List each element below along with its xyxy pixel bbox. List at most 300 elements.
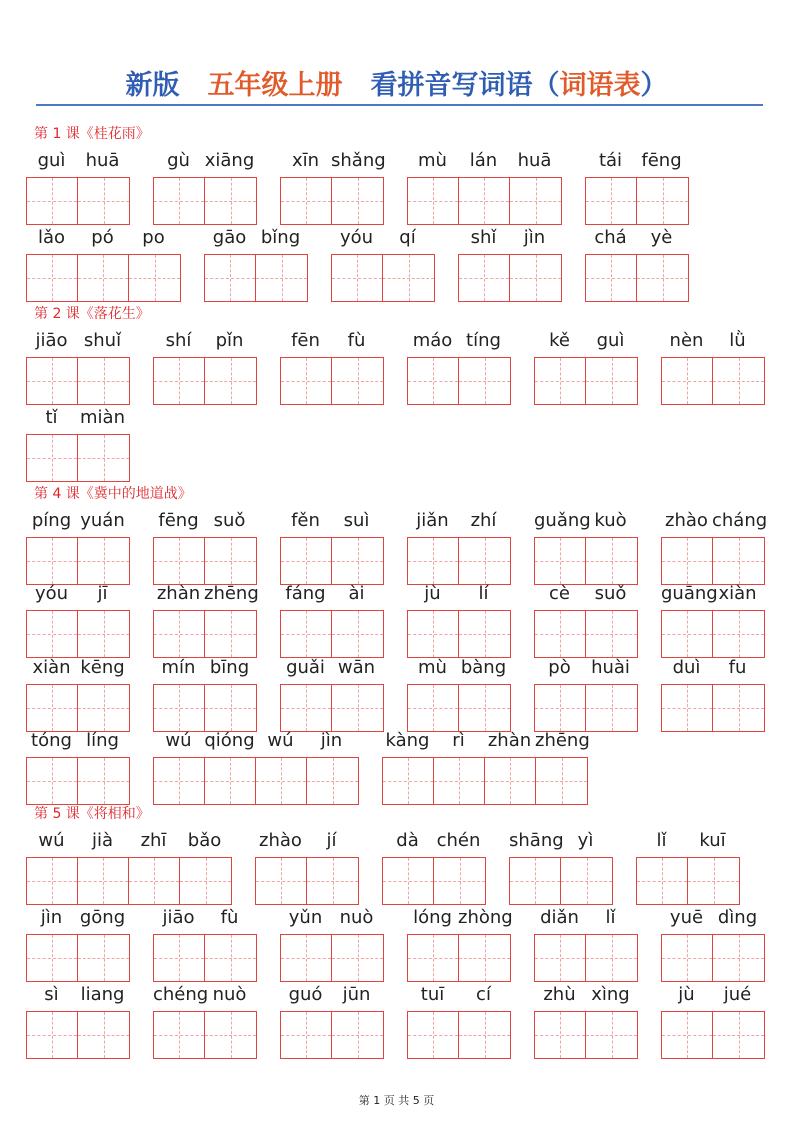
writing-cell[interactable] [535, 935, 586, 981]
pinyin-line [280, 510, 382, 532]
tianzige-boxes [509, 857, 613, 905]
pinyin-syllable: suì [343, 510, 370, 531]
tianzige-boxes [255, 857, 359, 905]
writing-cell[interactable] [713, 358, 764, 404]
pinyin-syllable: lǎo [37, 227, 66, 248]
tianzige-boxes [407, 357, 511, 405]
tianzige-boxes [153, 757, 359, 805]
writing-cell[interactable] [78, 178, 129, 224]
pinyin-line [204, 227, 306, 249]
writing-cell[interactable] [281, 935, 332, 981]
writing-cell[interactable] [383, 858, 434, 904]
pinyin-syllable: liang [80, 984, 125, 1005]
writing-cell[interactable] [713, 935, 764, 981]
writing-cell[interactable] [586, 611, 637, 657]
pinyin-line [26, 583, 128, 605]
tianzige-boxes [382, 757, 588, 805]
pinyin-line [661, 510, 768, 532]
writing-cell[interactable] [281, 358, 332, 404]
pinyin-syllable: lóng [413, 907, 452, 928]
writing-cell[interactable] [154, 935, 205, 981]
pinyin-line [26, 407, 128, 429]
page-title [0, 64, 793, 108]
pinyin-line [280, 657, 382, 679]
tianzige-boxes [534, 934, 638, 982]
writing-cell[interactable] [586, 255, 637, 301]
pinyin-syllable: fáng [285, 583, 326, 604]
writing-cell[interactable] [535, 611, 586, 657]
writing-cell[interactable] [688, 858, 739, 904]
writing-cell[interactable] [713, 1012, 764, 1058]
pinyin-syllable: kuò [594, 510, 627, 531]
writing-cell[interactable] [662, 538, 713, 584]
writing-cell[interactable] [281, 538, 332, 584]
writing-cell[interactable] [205, 935, 256, 981]
pinyin-syllable: chén [436, 830, 481, 851]
lesson-heading: 第 2 课《落花生》 [34, 306, 150, 322]
pinyin-syllable: nuò [339, 907, 374, 928]
writing-cell[interactable] [307, 858, 358, 904]
pinyin-syllable: xiàn [718, 583, 757, 604]
writing-cell[interactable] [536, 758, 587, 804]
writing-cell[interactable] [383, 758, 434, 804]
tianzige-boxes [585, 177, 689, 225]
writing-cell[interactable] [332, 358, 383, 404]
title-paren-close: ） [640, 70, 668, 101]
tianzige-boxes [661, 684, 765, 732]
pinyin-syllable: jī [97, 583, 108, 604]
writing-cell[interactable] [27, 358, 78, 404]
writing-cell[interactable] [535, 358, 586, 404]
pinyin-syllable: guǎng [534, 510, 591, 531]
pinyin-syllable: sì [44, 984, 59, 1005]
pinyin-syllable: rì [452, 730, 465, 751]
pinyin-syllable: shǎng [331, 150, 386, 171]
tianzige-boxes [26, 537, 130, 585]
writing-cell[interactable] [408, 178, 459, 224]
writing-cell[interactable] [205, 358, 256, 404]
pinyin-line [153, 330, 255, 352]
writing-cell[interactable] [662, 935, 713, 981]
pinyin-syllable: ài [348, 583, 365, 604]
writing-cell[interactable] [129, 255, 180, 301]
pinyin-syllable: jìn [40, 907, 63, 928]
writing-cell[interactable] [205, 611, 256, 657]
writing-cell[interactable] [459, 935, 510, 981]
pinyin-syllable: gāo [212, 227, 247, 248]
writing-cell[interactable] [662, 358, 713, 404]
writing-cell[interactable] [27, 758, 78, 804]
pinyin-syllable: qí [399, 227, 416, 248]
writing-cell[interactable] [205, 178, 256, 224]
pinyin-line [382, 730, 590, 752]
writing-cell[interactable] [180, 858, 231, 904]
pinyin-syllable: zhào [259, 830, 302, 851]
title-edition: 新版 [125, 70, 180, 101]
lesson-heading: 第 5 课《将相和》 [34, 806, 150, 822]
tianzige-boxes [26, 434, 130, 482]
pinyin-syllable: máo [412, 330, 453, 351]
writing-cell[interactable] [434, 858, 485, 904]
tianzige-boxes [280, 357, 384, 405]
tianzige-boxes [204, 254, 308, 302]
pinyin-syllable: fēng [158, 510, 199, 531]
pinyin-line [534, 583, 636, 605]
pinyin-syllable: tuī [420, 984, 445, 1005]
tianzige-boxes [280, 1011, 384, 1059]
tianzige-boxes [458, 254, 562, 302]
tianzige-boxes [153, 684, 257, 732]
tianzige-boxes [26, 177, 130, 225]
tianzige-boxes [661, 610, 765, 658]
writing-cell[interactable] [459, 358, 510, 404]
lesson-heading: 第 4 课《冀中的地道战》 [34, 486, 192, 502]
writing-cell[interactable] [154, 358, 205, 404]
writing-cell[interactable] [154, 611, 205, 657]
pinyin-syllable: jūn [342, 984, 371, 1005]
tianzige-boxes [407, 610, 511, 658]
writing-cell[interactable] [586, 685, 637, 731]
writing-cell[interactable] [383, 255, 434, 301]
tianzige-boxes [534, 610, 638, 658]
writing-cell[interactable] [27, 685, 78, 731]
pinyin-line [26, 510, 128, 532]
writing-cell[interactable] [281, 611, 332, 657]
writing-cell[interactable] [154, 685, 205, 731]
pinyin-syllable: yì [577, 830, 594, 851]
writing-cell[interactable] [408, 935, 459, 981]
tianzige-boxes [661, 357, 765, 405]
writing-cell[interactable] [586, 178, 637, 224]
title-grade: 五年级上册 [207, 70, 343, 101]
writing-cell[interactable] [78, 538, 129, 584]
writing-cell[interactable] [535, 538, 586, 584]
writing-cell[interactable] [510, 858, 561, 904]
pinyin-syllable: wú [267, 730, 294, 751]
pinyin-syllable: lǐ [605, 907, 616, 928]
writing-cell[interactable] [459, 1012, 510, 1058]
writing-cell[interactable] [205, 685, 256, 731]
pinyin-line [509, 830, 611, 852]
pinyin-syllable: lǜ [729, 330, 746, 351]
writing-cell[interactable] [205, 758, 256, 804]
pinyin-line [280, 907, 382, 929]
writing-cell[interactable] [332, 611, 383, 657]
pinyin-syllable: xīn [291, 150, 320, 171]
pinyin-line [26, 730, 128, 752]
pinyin-syllable: yuán [80, 510, 125, 531]
writing-cell[interactable] [408, 538, 459, 584]
pinyin-syllable: huài [591, 657, 630, 678]
pinyin-line [153, 657, 255, 679]
pinyin-line [661, 984, 763, 1006]
writing-cell[interactable] [27, 611, 78, 657]
tianzige-boxes [585, 254, 689, 302]
writing-cell[interactable] [307, 758, 358, 804]
writing-cell[interactable] [408, 1012, 459, 1058]
writing-cell[interactable] [27, 538, 78, 584]
pinyin-syllable: jiāo [35, 330, 68, 351]
pinyin-syllable: pò [548, 657, 571, 678]
writing-cell[interactable] [78, 935, 129, 981]
pinyin-syllable: fēn [291, 330, 320, 351]
writing-cell[interactable] [332, 1012, 383, 1058]
writing-cell[interactable] [78, 255, 129, 301]
writing-cell[interactable] [78, 358, 129, 404]
writing-cell[interactable] [586, 1012, 637, 1058]
writing-cell[interactable] [256, 255, 307, 301]
writing-cell[interactable] [27, 935, 78, 981]
writing-cell[interactable] [586, 538, 637, 584]
writing-cell[interactable] [713, 685, 764, 731]
pinyin-syllable: gōng [79, 907, 126, 928]
writing-cell[interactable] [713, 611, 764, 657]
tianzige-boxes [153, 537, 257, 585]
pinyin-syllable: xiàn [32, 657, 71, 678]
pinyin-syllable: jù [678, 984, 695, 1005]
writing-cell[interactable] [256, 758, 307, 804]
writing-cell[interactable] [637, 858, 688, 904]
pinyin-syllable: lǐ [656, 830, 667, 851]
pinyin-syllable: fēng [641, 150, 682, 171]
pinyin-line [26, 984, 128, 1006]
writing-cell[interactable] [78, 858, 129, 904]
tianzige-boxes [534, 357, 638, 405]
writing-cell[interactable] [332, 178, 383, 224]
pinyin-syllable: guì [596, 330, 625, 351]
tianzige-boxes [26, 934, 130, 982]
writing-cell[interactable] [535, 1012, 586, 1058]
writing-cell[interactable] [637, 178, 688, 224]
pinyin-line [636, 830, 738, 852]
pinyin-syllable: dìng [717, 907, 758, 928]
writing-cell[interactable] [408, 685, 459, 731]
pinyin-syllable: chá [594, 227, 627, 248]
tianzige-boxes [280, 610, 384, 658]
tianzige-boxes [26, 684, 130, 732]
tianzige-boxes [153, 177, 257, 225]
title-subtitle: 词语表 [559, 70, 641, 101]
pinyin-line [407, 907, 513, 929]
writing-cell[interactable] [27, 178, 78, 224]
pinyin-syllable: tǐ [45, 407, 58, 428]
pinyin-line [661, 583, 763, 605]
writing-cell[interactable] [78, 611, 129, 657]
pinyin-syllable: guó [288, 984, 323, 1005]
writing-cell[interactable] [662, 611, 713, 657]
writing-cell[interactable] [78, 685, 129, 731]
pinyin-syllable: xìng [591, 984, 630, 1005]
pinyin-syllable: xiāng [204, 150, 255, 171]
pinyin-syllable: gù [167, 150, 190, 171]
pinyin-syllable: mù [418, 657, 447, 678]
pinyin-syllable: cè [549, 583, 570, 604]
writing-cell[interactable] [662, 685, 713, 731]
pinyin-line [534, 510, 636, 532]
pinyin-syllable: bàng [460, 657, 507, 678]
writing-cell[interactable] [662, 1012, 713, 1058]
pinyin-syllable: jiāo [162, 907, 195, 928]
pinyin-syllable: guāng [661, 583, 718, 604]
writing-cell[interactable] [154, 178, 205, 224]
pinyin-syllable: cháng [712, 510, 768, 531]
pinyin-line [280, 150, 386, 172]
pinyin-syllable: po [142, 227, 165, 248]
pinyin-syllable: yóu [339, 227, 374, 248]
tianzige-boxes [280, 684, 384, 732]
pinyin-line [407, 510, 509, 532]
writing-cell[interactable] [408, 611, 459, 657]
pinyin-syllable: tíng [466, 330, 501, 351]
writing-cell[interactable] [434, 758, 485, 804]
pinyin-syllable: kě [549, 330, 570, 351]
writing-cell[interactable] [510, 255, 561, 301]
pinyin-syllable: bīng [209, 657, 250, 678]
pinyin-syllable: guì [37, 150, 66, 171]
pinyin-line [382, 830, 484, 852]
writing-cell[interactable] [459, 178, 510, 224]
pinyin-syllable: nèn [669, 330, 704, 351]
pinyin-syllable: wú [38, 830, 65, 851]
writing-cell[interactable] [713, 538, 764, 584]
pinyin-syllable: nuò [212, 984, 247, 1005]
pinyin-line [153, 730, 357, 752]
writing-cell[interactable] [332, 935, 383, 981]
pinyin-syllable: shuǐ [83, 330, 122, 351]
writing-cell[interactable] [129, 858, 180, 904]
tianzige-boxes [534, 1011, 638, 1059]
pinyin-syllable: zhī [140, 830, 167, 851]
writing-cell[interactable] [281, 178, 332, 224]
pinyin-syllable: zhòng [458, 907, 513, 928]
writing-cell[interactable] [637, 255, 688, 301]
pinyin-syllable: píng [31, 510, 72, 531]
pinyin-syllable: shǐ [470, 227, 497, 248]
writing-cell[interactable] [27, 858, 78, 904]
pinyin-syllable: zhēng [204, 583, 259, 604]
writing-cell[interactable] [459, 685, 510, 731]
tianzige-boxes [153, 610, 257, 658]
writing-cell[interactable] [154, 758, 205, 804]
writing-cell[interactable] [408, 358, 459, 404]
tianzige-boxes [153, 934, 257, 982]
tianzige-boxes [407, 177, 562, 225]
writing-cell[interactable] [535, 685, 586, 731]
pinyin-syllable: diǎn [540, 907, 579, 928]
pinyin-syllable: bǎo [187, 830, 222, 851]
writing-cell[interactable] [78, 435, 129, 481]
writing-cell[interactable] [154, 538, 205, 584]
pinyin-syllable: qióng [204, 730, 255, 751]
tianzige-boxes [280, 934, 384, 982]
tianzige-boxes [407, 537, 511, 585]
pinyin-line [26, 907, 128, 929]
pinyin-line [534, 907, 636, 929]
pinyin-line [585, 150, 687, 172]
pinyin-line [585, 227, 687, 249]
writing-cell[interactable] [27, 1012, 78, 1058]
writing-cell[interactable] [561, 858, 612, 904]
writing-cell[interactable] [205, 255, 256, 301]
writing-cell[interactable] [27, 435, 78, 481]
pinyin-syllable: jìn [320, 730, 343, 751]
pinyin-syllable: pǐn [215, 330, 244, 351]
pinyin-line [153, 150, 255, 172]
tianzige-boxes [661, 1011, 765, 1059]
tianzige-boxes [153, 357, 257, 405]
writing-cell[interactable] [586, 935, 637, 981]
pinyin-syllable: huā [85, 150, 120, 171]
pinyin-line [661, 330, 763, 352]
pinyin-line [534, 657, 636, 679]
writing-cell[interactable] [459, 611, 510, 657]
pinyin-line [534, 330, 636, 352]
pinyin-syllable: lán [469, 150, 498, 171]
writing-cell[interactable] [459, 538, 510, 584]
writing-cell[interactable] [586, 358, 637, 404]
pinyin-syllable: kàng [385, 730, 430, 751]
pinyin-syllable: zhàn [156, 583, 201, 604]
pinyin-line [26, 150, 128, 172]
pinyin-line [153, 583, 259, 605]
pinyin-syllable: lí [478, 583, 489, 604]
pinyin-line [153, 907, 255, 929]
pinyin-line [407, 657, 509, 679]
pinyin-syllable: mín [161, 657, 196, 678]
pinyin-line [407, 583, 509, 605]
pinyin-syllable: zhàn [487, 730, 532, 751]
writing-cell[interactable] [510, 178, 561, 224]
writing-cell[interactable] [154, 1012, 205, 1058]
pinyin-syllable: jí [326, 830, 337, 851]
tianzige-boxes [407, 684, 511, 732]
pinyin-line [331, 227, 433, 249]
tianzige-boxes [26, 254, 181, 302]
writing-cell[interactable] [205, 1012, 256, 1058]
pinyin-line [26, 330, 128, 352]
pinyin-line [280, 330, 382, 352]
writing-cell[interactable] [205, 538, 256, 584]
writing-cell[interactable] [332, 255, 383, 301]
pinyin-line [407, 984, 509, 1006]
writing-cell[interactable] [27, 255, 78, 301]
pinyin-line [26, 227, 179, 249]
pinyin-syllable: mù [418, 150, 447, 171]
tianzige-boxes [26, 357, 130, 405]
tianzige-boxes [661, 934, 765, 982]
tianzige-boxes [280, 537, 384, 585]
pinyin-line [280, 984, 382, 1006]
writing-cell[interactable] [281, 1012, 332, 1058]
pinyin-syllable: zhù [543, 984, 576, 1005]
pinyin-syllable: suǒ [594, 583, 627, 604]
writing-cell[interactable] [256, 858, 307, 904]
tianzige-boxes [636, 857, 740, 905]
tianzige-boxes [661, 537, 765, 585]
writing-cell[interactable] [485, 758, 536, 804]
pinyin-syllable: tóng [31, 730, 72, 751]
writing-cell[interactable] [281, 685, 332, 731]
pinyin-syllable: suǒ [213, 510, 246, 531]
writing-cell[interactable] [78, 758, 129, 804]
writing-cell[interactable] [459, 255, 510, 301]
writing-cell[interactable] [332, 538, 383, 584]
tianzige-boxes [26, 857, 232, 905]
writing-cell[interactable] [78, 1012, 129, 1058]
tianzige-boxes [26, 610, 130, 658]
writing-cell[interactable] [332, 685, 383, 731]
pinyin-line [661, 657, 763, 679]
